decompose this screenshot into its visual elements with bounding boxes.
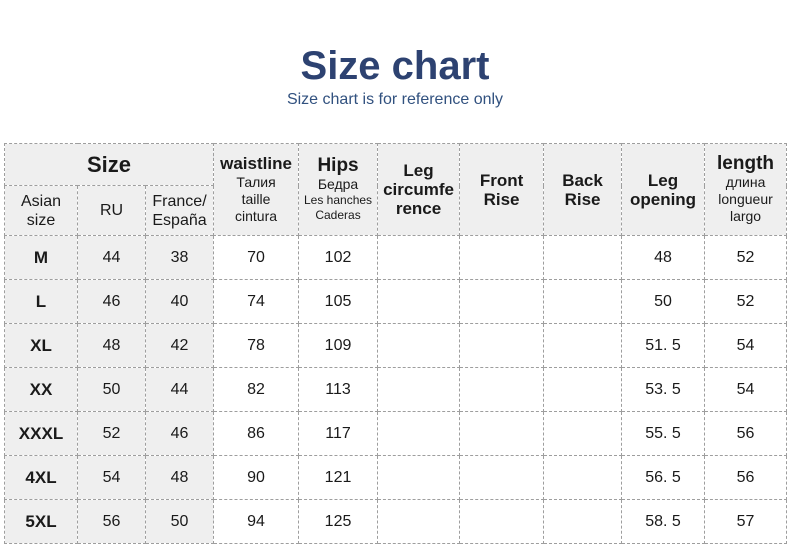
length-header: [705, 144, 787, 236]
length-cell: 52: [705, 236, 787, 280]
front-rise-cell: [460, 324, 544, 368]
france-cell: 42: [146, 324, 214, 368]
front-rise-cell: [460, 368, 544, 412]
france-cell: 46: [146, 412, 214, 456]
length-cell: 52: [705, 280, 787, 324]
ru-cell: 52: [78, 412, 146, 456]
leg-circumference-cell: [378, 236, 460, 280]
waistline-cell: 78: [214, 324, 299, 368]
hips-cell: 117: [299, 412, 378, 456]
size-cell: XX: [5, 368, 78, 412]
size-cell: 5XL: [5, 500, 78, 544]
leg-opening-header: Leg opening: [622, 144, 705, 236]
length-label: length: [717, 153, 775, 174]
table-row: [5, 368, 787, 412]
table-row: [5, 456, 787, 500]
length-cell: 54: [705, 324, 787, 368]
waistline-cell: 70: [214, 236, 299, 280]
hips-cell: 109: [299, 324, 378, 368]
table-row: [5, 412, 787, 456]
title-block: [0, 44, 790, 109]
france-cell: 38: [146, 236, 214, 280]
waistline-header: [214, 144, 299, 236]
length-sub-es: largo: [729, 208, 762, 224]
hips-cell: 102: [299, 236, 378, 280]
length-sub-ru: длина: [725, 174, 766, 190]
france-cell: 50: [146, 500, 214, 544]
ru-cell: 50: [78, 368, 146, 412]
ru-cell: 48: [78, 324, 146, 368]
page-title: Size chart: [300, 44, 490, 88]
length-cell: 57: [705, 500, 787, 544]
table-row: [5, 324, 787, 368]
leg-circumference-header: Leg circumfe rence: [378, 144, 460, 236]
length-sub-fr: longueur: [718, 191, 773, 207]
france-header: France/ España: [146, 186, 214, 236]
waistline-cell: 86: [214, 412, 299, 456]
leg-opening-cell: 55. 5: [622, 412, 705, 456]
waistline-cell: 74: [214, 280, 299, 324]
length-cell: 54: [705, 368, 787, 412]
front-rise-cell: [460, 412, 544, 456]
table-row: [5, 500, 787, 544]
size-cell: XXXL: [5, 412, 78, 456]
waistline-cell: 82: [214, 368, 299, 412]
waistline-sub-es: cintura: [235, 208, 278, 224]
page-subtitle: Size chart is for reference only: [286, 91, 504, 108]
length-cell: 56: [705, 412, 787, 456]
leg-opening-cell: 51. 5: [622, 324, 705, 368]
back-rise-cell: [544, 368, 622, 412]
front-rise-cell: [460, 236, 544, 280]
waistline-cell: 90: [214, 456, 299, 500]
back-rise-cell: [544, 324, 622, 368]
ru-cell: 56: [78, 500, 146, 544]
hips-header: [299, 144, 378, 236]
ru-cell: 54: [78, 456, 146, 500]
hips-sub-ru: Бедра: [317, 176, 359, 192]
waistline-sub-fr: taille: [241, 191, 271, 207]
hips-cell: 113: [299, 368, 378, 412]
back-rise-cell: [544, 456, 622, 500]
hips-cell: 121: [299, 456, 378, 500]
france-cell: 40: [146, 280, 214, 324]
size-cell: M: [5, 236, 78, 280]
hips-sub-es: Caderas: [315, 208, 361, 222]
size-chart-table: [4, 143, 787, 544]
front-rise-header: Front Rise: [460, 144, 544, 236]
leg-opening-cell: 50: [622, 280, 705, 324]
waistline-sub-ru: Талия: [236, 174, 276, 190]
asian-size-header: Asian size: [5, 186, 78, 236]
waistline-cell: 94: [214, 500, 299, 544]
france-cell: 48: [146, 456, 214, 500]
france-cell: 44: [146, 368, 214, 412]
hips-label: Hips: [317, 155, 359, 176]
leg-circumference-cell: [378, 280, 460, 324]
table-row: [5, 236, 787, 280]
back-rise-cell: [544, 500, 622, 544]
size-group-header: Size: [5, 144, 214, 186]
front-rise-cell: [460, 456, 544, 500]
length-cell: 56: [705, 456, 787, 500]
leg-opening-cell: 48: [622, 236, 705, 280]
leg-opening-cell: 56. 5: [622, 456, 705, 500]
front-rise-cell: [460, 280, 544, 324]
back-rise-header: Back Rise: [544, 144, 622, 236]
size-cell: L: [5, 280, 78, 324]
front-rise-cell: [460, 500, 544, 544]
leg-circumference-cell: [378, 412, 460, 456]
leg-opening-cell: 58. 5: [622, 500, 705, 544]
ru-cell: 46: [78, 280, 146, 324]
ru-header: RU: [78, 186, 146, 236]
leg-circumference-cell: [378, 324, 460, 368]
waistline-label: waistline: [220, 154, 292, 173]
hips-cell: 125: [299, 500, 378, 544]
back-rise-cell: [544, 412, 622, 456]
hips-sub-fr: Les hanches: [304, 193, 373, 207]
size-cell: XL: [5, 324, 78, 368]
back-rise-cell: [544, 280, 622, 324]
leg-circumference-cell: [378, 368, 460, 412]
back-rise-cell: [544, 236, 622, 280]
leg-circumference-cell: [378, 456, 460, 500]
size-cell: 4XL: [5, 456, 78, 500]
hips-cell: 105: [299, 280, 378, 324]
ru-cell: 44: [78, 236, 146, 280]
table-row: [5, 280, 787, 324]
leg-opening-cell: 53. 5: [622, 368, 705, 412]
leg-circumference-cell: [378, 500, 460, 544]
